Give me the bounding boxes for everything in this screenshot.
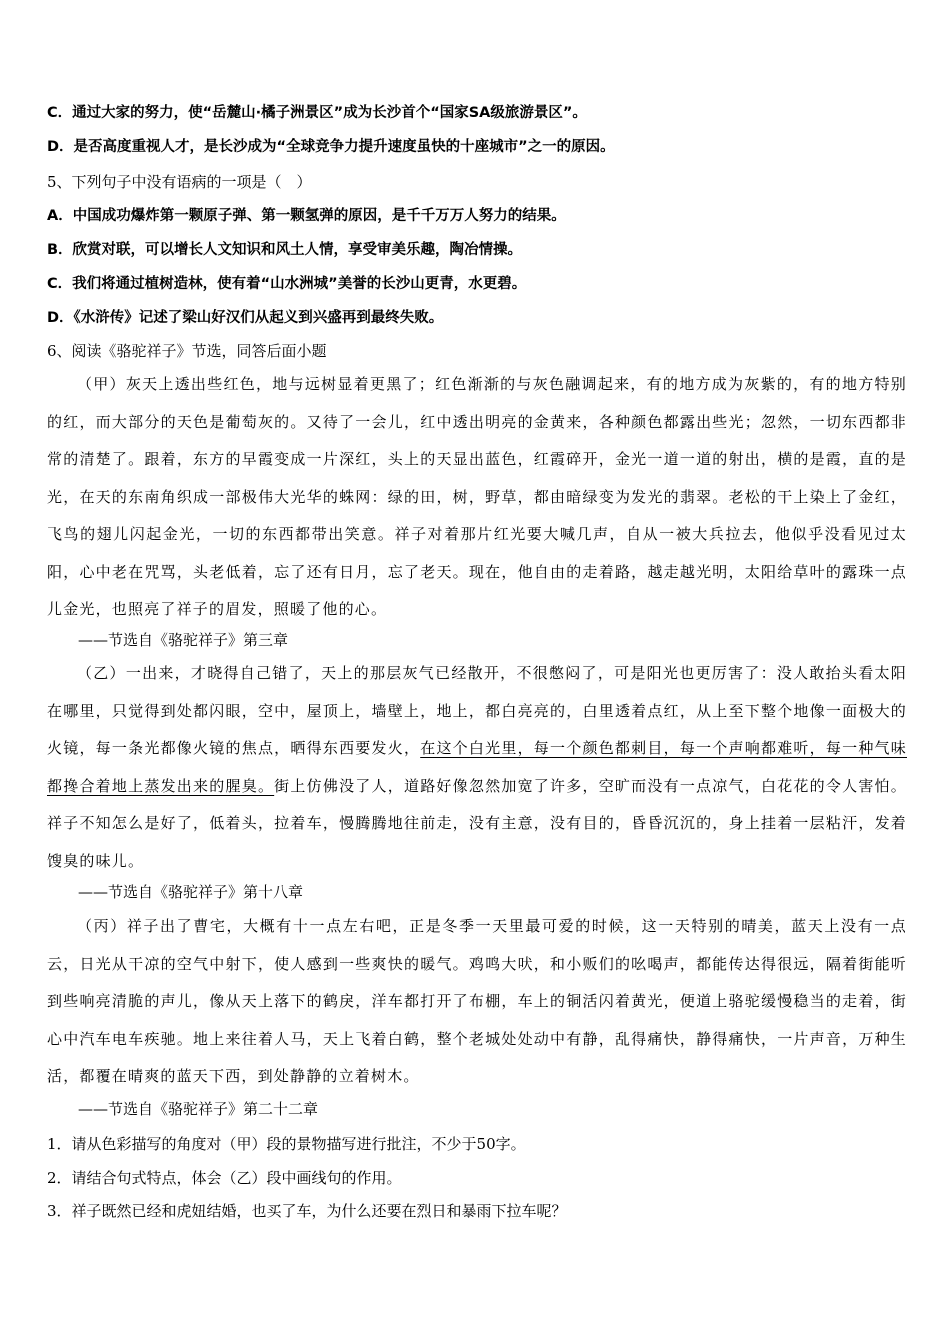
q6-stem: 6、阅读《骆驼祥子》节选，同答后面小题 bbox=[47, 342, 327, 360]
q4-option-d: D．是否高度重视人才，是长沙成为“全球竞争力提升速度虽快的十座城市”之一的原因。 bbox=[47, 139, 615, 155]
q5-option-c: C．我们将通过植树造林，使有着“山水洲城”美誉的长沙山更青，水更碧。 bbox=[47, 276, 527, 292]
q6-sub-question-3: 3．祥子既然已经和虎妞结婚，也买了车，为什么还要在烈日和暴雨下拉车呢？ bbox=[47, 1202, 567, 1220]
q6-sub-question-1: 1．请从色彩描写的角度对（甲）段的景物描写进行批注，不少于50字。 bbox=[47, 1135, 526, 1153]
passage-yi-text: （乙）一出来，才晓得自己错了，天上的那层灰气已经散开，不很憋闷了，可是阳光也更厉害了：没人敢抬头看太阳在哪里，只觉得到处都闪眼，空中，屋顶上，墙壁上，地上，都白亮亮的，白里透着点红，从上至下整个地像一面极大的火镜，每一条光都像火镜的焦点，晒得东西要发火， bbox=[47, 664, 907, 757]
q5-option-d: D．《水浒传》记述了梁山好汉们从起义到兴盛再到最终失败。 bbox=[47, 310, 444, 326]
passage-yi-underlined-sentence: 在这个白光里，每一个颜色都刺目，每一个声响都难听，每一种气味都搀合着地上蒸发出来的腥臭。 bbox=[47, 739, 907, 795]
q6-sub-question-2: 2．请结合句式特点，体会（乙）段中画线句的作用。 bbox=[47, 1169, 402, 1187]
q5-option-b: B．欣赏对联，可以增长人文知识和风土人情，享受审美乐趣，陶冶情操。 bbox=[47, 242, 523, 258]
q5-stem: 5、下列句子中没有语病的一项是（ ） bbox=[47, 173, 312, 191]
passage-yi-text-after: 街上仿佛没了人，道路好像忽然加宽了许多，空旷而没有一点凉气，白花花的令人害怕。祥子不知怎么是好了，低着头，拉着车，慢腾腾地往前走，没有主意，没有目的，昏昏沉沉的，身上挂着一层粘汗，发着馊臭的味儿。 bbox=[47, 776, 907, 870]
passage-jia-source: ——节选自《骆驼祥子》第三章 bbox=[78, 631, 289, 649]
q5-option-a: A．中国成功爆炸第一颗原子弹、第一颗氢弹的原因，是千千万万人努力的结果。 bbox=[47, 208, 566, 224]
q4-option-c: C．通过大家的努力，使“岳麓山·橘子洲景区”成为长沙首个“国家SA级旅游景区”。 bbox=[47, 105, 587, 121]
passage-yi bbox=[47, 655, 907, 880]
passage-bing: （丙）祥子出了曹宅，大概有十一点左右吧，正是冬季一天里最可爱的时候，这一天特别的晴美，蓝天上没有一点云，日光从干凉的空气中射下，使人感到一些爽快的暖气。鸡鸣大吠，和小贩们的吆喝声，都能传达得很远，隔着街能听到些响亮清脆的声儿，像从天上落下的鹤戾，洋车都打开了布棚，车上的铜活闪着黄光，便道上骆驼缓慢稳当的走着，街心中汽车电车疾驰。地上来往着人马，天上飞着白鹤，整个老城处处动中有静，乱得痛快，静得痛快，一片声音，万种生活，都覆在晴爽的蓝天下西，到处静静的立着树木。 bbox=[47, 917, 907, 1085]
passage-yi-source: ——节选自《骆驼祥子》第十八章 bbox=[78, 883, 304, 901]
passage-jia: （甲）灰天上透出些红色，地与远树显着更黑了；红色渐渐的与灰色融调起来，有的地方成为灰紫的，有的地方特别的红，而大部分的天色是葡萄灰的。又待了一会儿，红中透出明亮的金黄来，各种颜色都露出些光；忽然，一切东西都非常的清楚了。跟着，东方的早霞变成一片深红，头上的天显出蓝色，红霞碎开，金光一道一道的射出，横的是霞，直的是光，在天的东南角织成一部极伟大光华的蛛网：绿的田，树，野草，都由暗绿变为发光的翡翠。老松的干上染上了金红，飞鸟的翅儿闪起金光，一切的东西都带出笑意。祥子对着那片红光要大喊几声，自从一被大兵拉去，他似乎没看见过太阳，心中老在咒骂，头老低着，忘了还有日月，忘了老天。现在，他自由的走着路，越走越光明，太阳给草叶的露珠一点儿金光，也照亮了祥子的眉发，照暖了他的心。 bbox=[47, 375, 907, 618]
passage-bing-source: ——节选自《骆驼祥子》第二十二章 bbox=[78, 1100, 319, 1118]
